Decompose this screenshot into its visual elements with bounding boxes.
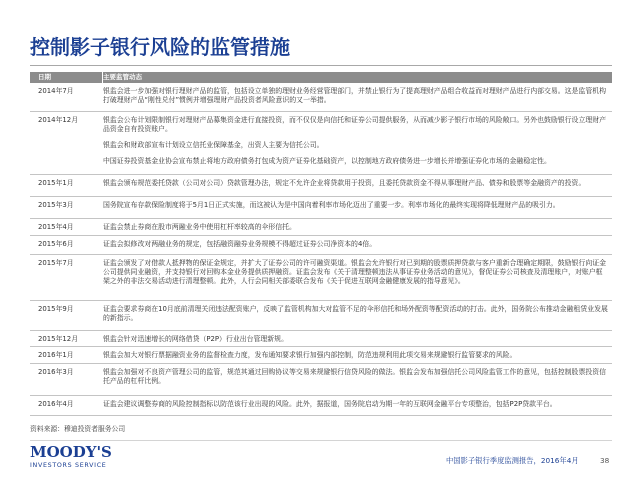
table-row bbox=[30, 396, 612, 416]
header-action: 主要监管动态 bbox=[103, 72, 612, 83]
source-note: 资料来源：穆迪投资者服务公司 bbox=[30, 425, 126, 433]
table-header bbox=[30, 72, 612, 83]
row-regulatory-actions bbox=[103, 331, 612, 346]
table-row bbox=[30, 364, 612, 396]
row-date: 2015年3月 bbox=[30, 197, 103, 218]
row-regulatory-actions bbox=[103, 364, 612, 395]
row-date: 2016年1月 bbox=[30, 347, 103, 363]
action-paragraph: 银监会加强对不良资产管理公司的监管，规范其通过回购协议等交易来规避银行信贷风险的做法。银监会发布加强信托公司风险监管工作的意见，包括控制股票投资信托产品的杠杆比例。 bbox=[103, 368, 607, 385]
row-regulatory-actions bbox=[103, 219, 612, 235]
action-paragraph: 银监会进一步加强对银行理财产品的监管，包括设立单独的理财业务经营管理部门，并禁止银行为了提高理财产品组合收益而对理财产品进行内部交易。这是监管机构打破理财产品“刚性兑付”惯例并增强理财产品投资者风险意识的又一举措。 bbox=[103, 87, 607, 104]
page-title: 控制影子银行风险的监管措施 bbox=[30, 35, 290, 59]
table-row bbox=[30, 83, 612, 112]
table-row bbox=[30, 175, 612, 197]
table-body bbox=[30, 83, 612, 416]
row-date: 2015年1月 bbox=[30, 175, 103, 196]
row-date: 2016年3月 bbox=[30, 364, 103, 395]
row-regulatory-actions bbox=[103, 255, 612, 300]
header-date: 日期 bbox=[30, 72, 103, 83]
row-date: 2016年4月 bbox=[30, 396, 103, 415]
page-number: 38 bbox=[600, 456, 610, 465]
action-paragraph: 银监会公布计划限制银行对理财产品募集资金进行直接投资，而不仅仅是向信托和证券公司提供服务，从而减少影子银行市场的风险敞口。另外也鼓励银行设立理财产品资金自有投资账户。 bbox=[103, 116, 607, 133]
moodys-logo: MOODY'S bbox=[30, 443, 112, 461]
row-date: 2014年12月 bbox=[30, 112, 103, 174]
action-paragraph: 证监会拟修改对两融业务的规定，包括融资融券业务规模不得超过证券公司净资本的4倍。 bbox=[103, 240, 377, 248]
action-paragraph: 银监会颁布规范委托贷款（公司对公司）贷款管理办法，规定不允许企业将贷款用于投资，且委托贷款资金不得从事理财产品、债券和股票等金融资产的投资。 bbox=[103, 179, 586, 187]
action-paragraph: 证监会颁发了对借款人抵押物的保证金规定，并扩大了证券公司的许可融资渠道。银监会允许银行对已到期的股票质押贷款与客户重新合理确定期限，鼓励银行向证金公司提供同业融资，并支持银行对回购本金业务提供质押融资。证监会发布《关于清理整顿违法从事证券业务活动的意见》，督促证券公司核查及清理账户，对账户框架之外的非法交易活动进行清理整顿。此外，人行会同相关部委联合发布《关于促进互联网金融健康发展的指导意见》。 bbox=[103, 259, 607, 285]
footer-divider bbox=[30, 440, 612, 441]
action-paragraph: 证监会要求券商在10月底前清理关闭违法配资账户，反映了监管机构加大对监管不足的伞形信托和场外配资等配资活动的打击。此外，国务院公布推动金融租赁业发展的新指示。 bbox=[103, 305, 608, 322]
row-regulatory-actions bbox=[103, 347, 612, 363]
row-date: 2014年7月 bbox=[30, 83, 103, 111]
action-paragraph: 银监会加大对银行票据融资业务的监督检查力度，发布通知要求银行加强内部控制，防范违规利用此项交易来规避银行监管要求的风险。 bbox=[103, 351, 517, 359]
row-regulatory-actions bbox=[103, 83, 612, 111]
row-date: 2015年12月 bbox=[30, 331, 103, 346]
table-row bbox=[30, 301, 612, 331]
row-date: 2015年6月 bbox=[30, 236, 103, 254]
table-row bbox=[30, 112, 612, 175]
action-paragraph: 银监会针对迅速增长的网络借贷（P2P）行业出台管理新规。 bbox=[103, 335, 288, 343]
row-date: 2015年4月 bbox=[30, 219, 103, 235]
table-row bbox=[30, 347, 612, 364]
row-date: 2015年7月 bbox=[30, 255, 103, 300]
report-title: 中国影子银行季度监测报告，2016年4月 bbox=[446, 456, 579, 465]
row-regulatory-actions bbox=[103, 236, 612, 254]
row-regulatory-actions bbox=[103, 175, 612, 196]
action-paragraph: 证监会禁止券商在股市两融业务中使用杠杆率较高的伞形信托。 bbox=[103, 223, 296, 231]
table-row bbox=[30, 219, 612, 236]
row-regulatory-actions bbox=[103, 112, 612, 174]
table-row bbox=[30, 197, 612, 219]
row-regulatory-actions bbox=[103, 396, 612, 415]
table-row bbox=[30, 331, 612, 347]
table-row bbox=[30, 236, 612, 255]
action-paragraph: 国务院宣布存款保险制度将于5月1日正式实施，而这被认为是中国向着利率市场化迈出了重要一步。利率市场化的最终实现将降低理财产品的吸引力。 bbox=[103, 201, 560, 209]
regulation-table bbox=[30, 72, 612, 416]
title-divider bbox=[30, 65, 612, 66]
action-paragraph: 证监会建议调整券商的风险控制指标以防范该行业出现的风险。此外，据报道，国务院启动为期一年的互联网金融平台专项整治，包括P2P贷款平台。 bbox=[103, 400, 557, 408]
row-date: 2015年9月 bbox=[30, 301, 103, 330]
table-row bbox=[30, 255, 612, 301]
action-paragraph: 中国证券投资基金业协会宣布禁止将地方政府债务打包成为资产证券化基础资产，以控制地方政府债务进一步增长并增强证券化市场的金融稳定性。 bbox=[103, 157, 551, 165]
row-regulatory-actions bbox=[103, 301, 612, 330]
moodys-logo-subtitle: INVESTORS SERVICE bbox=[30, 462, 107, 469]
action-paragraph: 银监会和财政部宣布计划设立信托业保障基金，出资人主要为信托公司。 bbox=[103, 141, 324, 149]
row-regulatory-actions bbox=[103, 197, 612, 218]
